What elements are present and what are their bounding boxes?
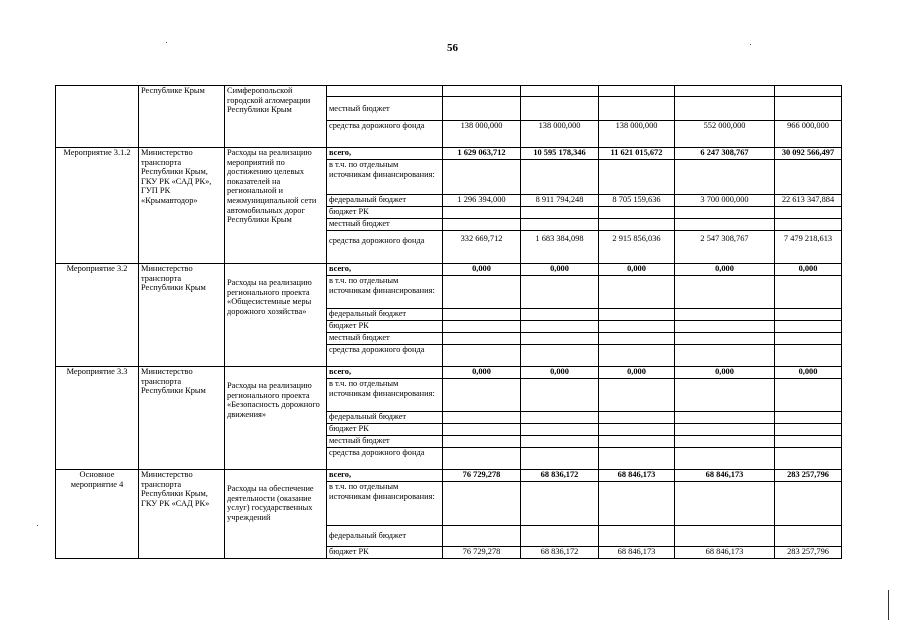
source-cell: в т.ч. по отдельным источникам финансирования: — [327, 276, 443, 309]
value-cell — [443, 160, 521, 195]
value-cell: 8 705 159,636 — [599, 195, 675, 207]
table-row — [56, 367, 842, 379]
value-cell: 68 846,173 — [599, 470, 675, 482]
value-cell — [675, 345, 775, 367]
source-cell: средства дорожного фонда — [327, 345, 443, 367]
responsible-cell: Республике Крым — [139, 86, 225, 148]
source-cell — [327, 86, 443, 97]
value-cell — [599, 276, 675, 309]
responsible-cell: Министерство транспорта Республики Крым — [139, 264, 225, 367]
value-cell — [521, 309, 599, 321]
value-cell: 332 669,712 — [443, 231, 521, 264]
value-cell: 2 915 856,036 — [599, 231, 675, 264]
value-cell — [675, 86, 775, 97]
source-cell: федеральный бюджет — [327, 412, 443, 424]
table-row — [56, 148, 842, 160]
value-cell: 30 092 566,497 — [775, 148, 842, 160]
value-cell — [675, 160, 775, 195]
value-cell — [775, 412, 842, 424]
value-cell: 0,000 — [443, 264, 521, 276]
value-cell — [675, 219, 775, 231]
source-cell: всего, — [327, 470, 443, 482]
source-cell: федеральный бюджет — [327, 309, 443, 321]
value-cell: 552 000,000 — [675, 121, 775, 148]
value-cell: 0,000 — [675, 367, 775, 379]
value-cell — [599, 424, 675, 436]
source-cell: всего, — [327, 367, 443, 379]
value-cell — [521, 207, 599, 219]
source-cell: федеральный бюджет — [327, 195, 443, 207]
value-cell — [599, 448, 675, 470]
source-cell: средства дорожного фонда — [327, 231, 443, 264]
value-cell — [675, 321, 775, 333]
source-cell: в т.ч. по отдельным источникам финансирования: — [327, 379, 443, 412]
value-cell — [443, 526, 521, 547]
value-cell — [521, 345, 599, 367]
value-cell — [775, 448, 842, 470]
value-cell — [675, 526, 775, 547]
value-cell: 3 700 000,000 — [675, 195, 775, 207]
activity-cell-empty — [56, 86, 139, 148]
value-cell — [775, 482, 842, 526]
value-cell: 76 729,278 — [443, 547, 521, 559]
value-cell: 68 846,173 — [599, 547, 675, 559]
value-cell: 68 836,172 — [521, 547, 599, 559]
value-cell — [675, 207, 775, 219]
value-cell — [443, 333, 521, 345]
value-cell: 2 547 308,767 — [675, 231, 775, 264]
value-cell — [521, 448, 599, 470]
value-cell: 7 479 218,613 — [775, 231, 842, 264]
value-cell — [675, 448, 775, 470]
value-cell — [599, 436, 675, 448]
value-cell — [775, 219, 842, 231]
scan-mark — [888, 590, 889, 620]
value-cell — [521, 424, 599, 436]
value-cell — [675, 412, 775, 424]
value-cell — [443, 309, 521, 321]
scan-speck — [750, 44, 751, 45]
responsible-cell: Министерство транспорта Республики Крым, ГКУ РК «САД РК» — [139, 470, 225, 559]
value-cell — [775, 436, 842, 448]
value-cell — [443, 276, 521, 309]
value-cell — [775, 207, 842, 219]
value-cell — [775, 160, 842, 195]
scan-speck — [37, 525, 38, 526]
value-cell — [775, 526, 842, 547]
value-cell — [675, 436, 775, 448]
value-cell: 1 296 394,000 — [443, 195, 521, 207]
responsible-cell: Министерство транспорта Республики Крым, ГКУ РК «САД РК», ГУП РК «Крымавтодор» — [139, 148, 225, 264]
value-cell — [599, 412, 675, 424]
page-number: 56 — [447, 42, 458, 54]
value-cell — [599, 219, 675, 231]
description-cell: Расходы на реализацию регионального проекта «Безопасность дорожного движения» — [225, 367, 327, 470]
source-cell: в т.ч. по отдельным источникам финансирования: — [327, 160, 443, 195]
value-cell — [675, 333, 775, 345]
activity-cell: Мероприятие 3.2 — [56, 264, 139, 367]
value-cell — [521, 412, 599, 424]
value-cell — [775, 86, 842, 97]
source-cell: местный бюджет — [327, 97, 443, 121]
value-cell: 11 621 015,672 — [599, 148, 675, 160]
value-cell — [521, 276, 599, 309]
value-cell — [775, 345, 842, 367]
value-cell — [521, 379, 599, 412]
table-row — [56, 264, 842, 276]
value-cell — [599, 86, 675, 97]
value-cell — [443, 207, 521, 219]
value-cell: 0,000 — [775, 264, 842, 276]
value-cell — [443, 482, 521, 526]
value-cell — [443, 424, 521, 436]
value-cell: 68 846,173 — [675, 470, 775, 482]
value-cell — [599, 333, 675, 345]
value-cell: 0,000 — [599, 367, 675, 379]
table-body — [56, 86, 842, 559]
value-cell — [775, 321, 842, 333]
value-cell — [599, 345, 675, 367]
value-cell — [521, 97, 599, 121]
value-cell — [675, 379, 775, 412]
value-cell: 0,000 — [599, 264, 675, 276]
value-cell: 0,000 — [443, 367, 521, 379]
value-cell — [521, 219, 599, 231]
value-cell — [599, 379, 675, 412]
source-cell: федеральный бюджет — [327, 526, 443, 547]
responsible-cell: Министерство транспорта Республики Крым — [139, 367, 225, 470]
value-cell: 0,000 — [675, 264, 775, 276]
value-cell — [443, 219, 521, 231]
value-cell: 0,000 — [775, 367, 842, 379]
scan-speck — [166, 42, 167, 43]
value-cell — [599, 160, 675, 195]
value-cell — [675, 97, 775, 121]
value-cell: 966 000,000 — [775, 121, 842, 148]
value-cell — [675, 309, 775, 321]
value-cell — [521, 321, 599, 333]
description-cell: Расходы на реализацию регионального проекта «Общесистемные меры дорожного хозяйства» — [225, 264, 327, 367]
value-cell: 0,000 — [521, 264, 599, 276]
value-cell — [521, 526, 599, 547]
value-cell — [599, 207, 675, 219]
value-cell: 0,000 — [521, 367, 599, 379]
value-cell: 8 911 794,248 — [521, 195, 599, 207]
source-cell: всего, — [327, 264, 443, 276]
value-cell — [443, 321, 521, 333]
table-row — [56, 470, 842, 482]
value-cell: 138 000,000 — [521, 121, 599, 148]
description-cell: Расходы на реализацию мероприятий по достижению целевых показателей на региональной и межмуниципальной сети автомобильных дорог Республики Крым — [225, 148, 327, 264]
value-cell — [675, 276, 775, 309]
value-cell — [775, 424, 842, 436]
value-cell — [443, 345, 521, 367]
value-cell — [775, 333, 842, 345]
description-cell: Расходы на обеспечение деятельности (оказание услуг) государственных учреждений — [225, 470, 327, 559]
value-cell: 6 247 308,767 — [675, 148, 775, 160]
value-cell — [443, 412, 521, 424]
source-cell: средства дорожного фонда — [327, 448, 443, 470]
value-cell: 10 595 178,346 — [521, 148, 599, 160]
activity-cell: Мероприятие 3.3 — [56, 367, 139, 470]
value-cell — [599, 309, 675, 321]
value-cell: 283 257,796 — [775, 547, 842, 559]
value-cell: 68 846,173 — [675, 547, 775, 559]
source-cell: местный бюджет — [327, 219, 443, 231]
value-cell — [443, 448, 521, 470]
source-cell: в т.ч. по отдельным источникам финансирования: — [327, 482, 443, 526]
source-cell: всего, — [327, 148, 443, 160]
source-cell: бюджет РК — [327, 424, 443, 436]
value-cell — [599, 321, 675, 333]
source-cell: бюджет РК — [327, 321, 443, 333]
value-cell — [775, 379, 842, 412]
value-cell — [443, 379, 521, 412]
source-cell: бюджет РК — [327, 207, 443, 219]
value-cell — [599, 97, 675, 121]
value-cell — [775, 97, 842, 121]
value-cell: 283 257,796 — [775, 470, 842, 482]
value-cell: 1 629 063,712 — [443, 148, 521, 160]
value-cell — [775, 276, 842, 309]
source-cell: местный бюджет — [327, 436, 443, 448]
value-cell — [443, 86, 521, 97]
value-cell — [443, 97, 521, 121]
description-cell: Симферопольской городской агломерации Республики Крым — [225, 86, 327, 148]
value-cell — [521, 436, 599, 448]
value-cell — [521, 482, 599, 526]
value-cell — [443, 436, 521, 448]
value-cell — [775, 309, 842, 321]
activity-cell: Мероприятие 3.1.2 — [56, 148, 139, 264]
budget-table — [55, 85, 842, 559]
value-cell — [521, 333, 599, 345]
value-cell: 76 729,278 — [443, 470, 521, 482]
value-cell — [521, 160, 599, 195]
value-cell: 138 000,000 — [599, 121, 675, 148]
value-cell — [599, 526, 675, 547]
value-cell — [675, 482, 775, 526]
activity-cell: Основное мероприятие 4 — [56, 470, 139, 559]
value-cell: 68 836,172 — [521, 470, 599, 482]
table-row — [56, 86, 842, 97]
value-cell: 22 613 347,884 — [775, 195, 842, 207]
value-cell: 138 000,000 — [443, 121, 521, 148]
value-cell — [675, 424, 775, 436]
value-cell: 1 683 384,098 — [521, 231, 599, 264]
source-cell: средства дорожного фонда — [327, 121, 443, 148]
source-cell: бюджет РК — [327, 547, 443, 559]
value-cell — [521, 86, 599, 97]
source-cell: местный бюджет — [327, 333, 443, 345]
value-cell — [599, 482, 675, 526]
